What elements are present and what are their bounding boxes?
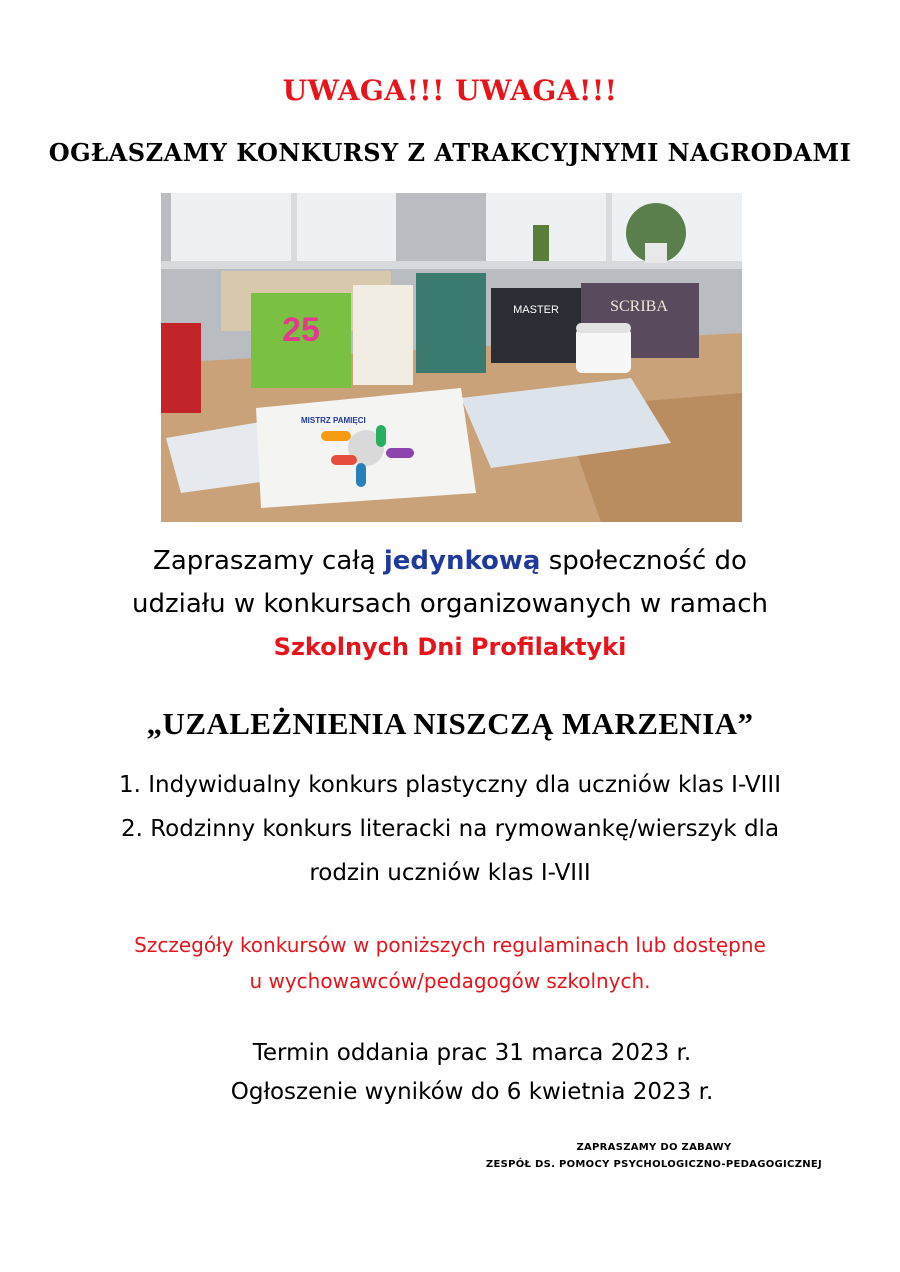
subheadline: OGŁASZAMY KONKURSY Z ATRAKCYJNYMI NAGRODAMI bbox=[48, 138, 852, 167]
game-box-mistrz-label: MISTRZ PAMIĘCI bbox=[301, 416, 366, 425]
footer-invite: ZAPRASZAMY DO ZABAWY bbox=[576, 1142, 732, 1153]
intro-line-1 bbox=[0, 540, 900, 583]
deadline-results: Ogłoszenie wyników do 6 kwietnia 2023 r. bbox=[230, 1079, 714, 1105]
intro-highlight: jedynkową bbox=[383, 546, 541, 576]
headline: UWAGA!!! UWAGA!!! bbox=[282, 74, 618, 107]
contest-item-1: 1. Indywidualny konkurs plastyczny dla uczniów klas I-VIII bbox=[119, 772, 781, 798]
contest-item-2-continued: rodzin uczniów klas I-VIII bbox=[309, 860, 591, 886]
contest-item-2: 2. Rodzinny konkurs literacki na rymowankę/wierszyk dla bbox=[120, 816, 780, 842]
game-box-master bbox=[491, 288, 581, 363]
details-line-1: Szczegóły konkursów w poniższych regulaminach lub dostępne bbox=[134, 933, 766, 957]
footer-team: ZESPÓŁ DS. POMOCY PSYCHOLOGICZNO-PEDAGOGICZNEJ bbox=[485, 1159, 823, 1170]
game-box-25-label: 25 bbox=[282, 311, 320, 349]
slogan: „UZALEŻNIENIA NISZCZĄ MARZENIA” bbox=[146, 706, 754, 741]
intro-line-2: udziału w konkursach organizowanych w ramach bbox=[131, 589, 769, 619]
intro-text-b: społeczność do bbox=[540, 546, 747, 576]
intro-text-a: Zapraszamy całą bbox=[153, 546, 384, 576]
details-line-2: u wychowawców/pedagogów szkolnych. bbox=[249, 969, 651, 993]
game-box-master-label: MASTER bbox=[513, 304, 559, 316]
intro-event-name: Szkolnych Dni Profilaktyki bbox=[273, 633, 627, 661]
photo-board-games bbox=[161, 193, 742, 522]
game-box-scriba-label: SCRIBA bbox=[610, 298, 668, 315]
deadline-submission: Termin oddania prac 31 marca 2023 r. bbox=[252, 1040, 692, 1066]
